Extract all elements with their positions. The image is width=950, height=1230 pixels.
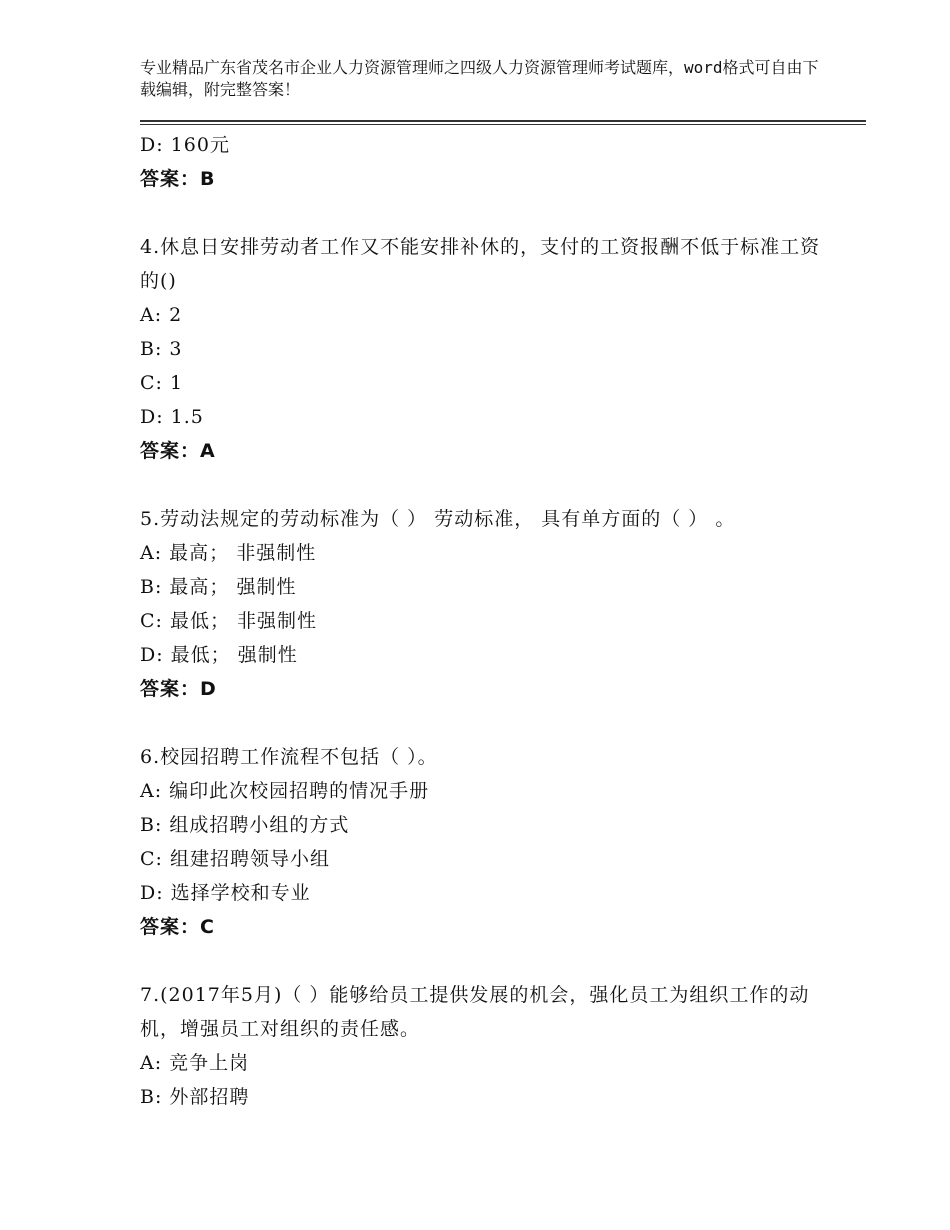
option-d: D: 选择学校和专业: [140, 882, 311, 904]
question-stem: 5.劳动法规定的劳动标准为（ ） 劳动标准， 具有单方面的（ ） 。: [140, 508, 736, 530]
question-6: [140, 740, 830, 944]
question-7: [140, 978, 830, 1114]
option-c: C: 最低； 非强制性: [140, 610, 318, 632]
option-a: A: 2: [140, 304, 183, 326]
answer: 答案：B: [140, 168, 216, 190]
answer: 答案：A: [140, 440, 216, 462]
question-stem: 4.休息日安排劳动者工作又不能安排补休的，支付的工资报酬不低于标准工资的(): [140, 236, 821, 292]
option-b: B: 外部招聘: [140, 1086, 250, 1108]
header-rule-thin: [140, 124, 866, 125]
option-d: D: 160元: [140, 134, 230, 156]
option-c: C: 组建招聘领导小组: [140, 848, 330, 870]
option-d: D: 1.5: [140, 406, 204, 428]
answer: 答案：D: [140, 678, 217, 700]
option-b: B: 组成招聘小组的方式: [140, 814, 350, 836]
option-d: D: 最低； 强制性: [140, 644, 298, 666]
option-a: A: 最高； 非强制性: [140, 542, 317, 564]
answer: 答案：C: [140, 916, 215, 938]
question-stem: 6.校园招聘工作流程不包括（ ）。: [140, 746, 438, 768]
option-b: B: 最高； 强制性: [140, 576, 297, 598]
question-5: [140, 502, 830, 706]
option-b: B: 3: [140, 338, 183, 360]
document-body: [140, 128, 830, 1114]
document-header: 专业精品广东省茂名市企业人力资源管理师之四级人力资源管理师考试题库，word格式可自由下载编辑，附完整答案！: [140, 58, 819, 99]
question-stem: 7.(2017年5月)（ ）能够给员工提供发展的机会，强化员工为组织工作的动机，增强员工对组织的责任感。: [140, 984, 810, 1040]
option-c: C: 1: [140, 372, 184, 394]
option-a: A: 编印此次校园招聘的情况手册: [140, 780, 430, 802]
question-4: [140, 230, 830, 468]
header-rule-thick: [140, 120, 866, 122]
option-a: A: 竞争上岗: [140, 1052, 250, 1074]
